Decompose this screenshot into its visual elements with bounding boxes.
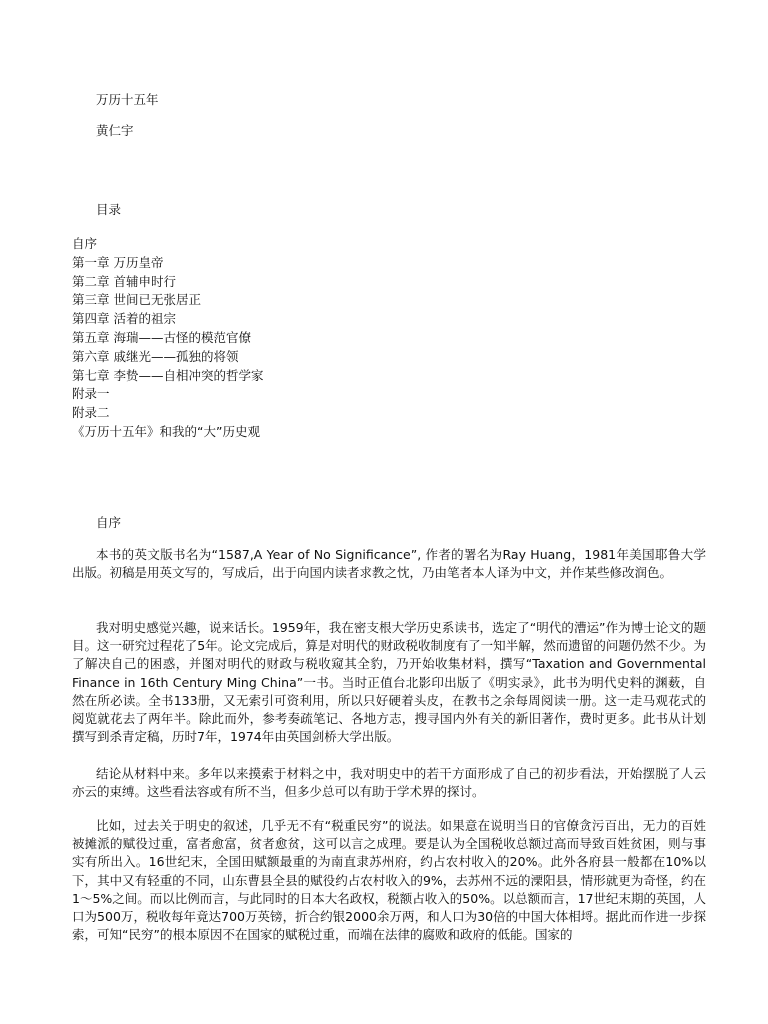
toc-item-appendix-1[interactable]: 附录一 (72, 386, 110, 402)
toc-item-chapter-3[interactable]: 第三章 世间已无张居正 (72, 292, 201, 308)
book-author: 黄仁宇 (96, 123, 134, 138)
toc-item-chapter-4[interactable]: 第四章 活着的祖宗 (72, 311, 176, 327)
book-title: 万历十五年 (96, 92, 159, 107)
toc-item-chapter-1[interactable]: 第一章 万历皇帝 (72, 254, 164, 270)
toc-item-chapter-5[interactable]: 第五章 海瑞——古怪的模范官僚 (72, 329, 251, 345)
preface-paragraph-2: 我对明史感觉兴趣，说来话长。1959年，我在密支根大学历史系读书，选定了“明代的漕运”作为博士论文的题目。这一研究过程花了5年。论文完成后，算是对明代的财政税收制度有了一知半解，然而遗留的问题仍然不少。为了解决自己的困惑，并图对明代的财政与税收窥其全豹，乃开始收集材料，撰写“Taxation and Governmental Finance in 16th Century Ming China”一书。当时正值台北影印出版了《明实录》，此书为明代史料的渊薮，自然在所必读。全书133册，又无索引可资利用，所以只好硬着头皮，在教书之余每周阅读一册。这一走马观花式的阅览就花去了两年半。除此而外，参考奏疏笔记、各地方志，搜寻国内外有关的新旧著作，费时更多。此书从计划撰写到杀青定稿，历时7年，1974年由英国剑桥大学出版。 (72, 620, 706, 745)
preface-paragraph-1: 本书的英文版书名为“1587,A Year of No Significance”, 作者的署名为Ray Huang，1981年美国耶鲁大学出版。初稿是用英文写的，写成后，出于向国内读者求教之忱，乃由笔者本人译为中文，并作某些修改润色。 (72, 547, 706, 581)
toc-heading: 目录 (96, 202, 122, 217)
toc-item-afterword[interactable]: 《万历十五年》和我的“大”历史观 (72, 423, 260, 439)
toc-item-chapter-6[interactable]: 第六章 戚继光——孤独的将领 (72, 348, 239, 364)
toc-item-preface[interactable]: 自序 (72, 236, 98, 251)
preface-paragraph-3: 结论从材料中来。多年以来摸索于材料之中，我对明史中的若干方面形成了自己的初步看法，开始摆脱了人云亦云的束缚。这些看法容或有所不当，但多少总可以有助于学术界的探讨。 (72, 766, 706, 800)
preface-heading: 自序 (96, 515, 122, 530)
table-of-contents (72, 235, 263, 442)
toc-item-chapter-7[interactable]: 第七章 李贽——自相冲突的哲学家 (72, 367, 264, 383)
toc-item-chapter-2[interactable]: 第二章 首辅申时行 (72, 273, 176, 289)
preface-paragraph-4: 比如，过去关于明史的叙述，几乎无不有“税重民穷”的说法。如果意在说明当日的官僚贪污百出，无力的百姓被摊派的赋役过重，富者愈富，贫者愈贫，这可以言之成理。要是认为全国税收总额过高而导致百姓贫困，则与事实有所出入。16世纪末，全国田赋额最重的为南直隶苏州府，约占农村收入的20%。此外各府县一般都在10%以下，其中又有轻重的不同，山东曹县全县的赋役约占农村收入的9%，去苏州不远的溧阳县，情形就更为奇怪，约在1～5%之间。而以比例而言，与此同时的日本大名政权，税额占收入的50%。以总额而言，17世纪末期的英国，人口为500万，税收每年竟达700万英镑，折合约银2000余万两，和人口为30倍的中国大体相埒。据此而作进一步探索，可知“民穷”的根本原因不在国家的赋税过重，而端在法律的腐败和政府的低能。国家的 (72, 818, 706, 943)
toc-item-appendix-2[interactable]: 附录二 (72, 405, 110, 421)
